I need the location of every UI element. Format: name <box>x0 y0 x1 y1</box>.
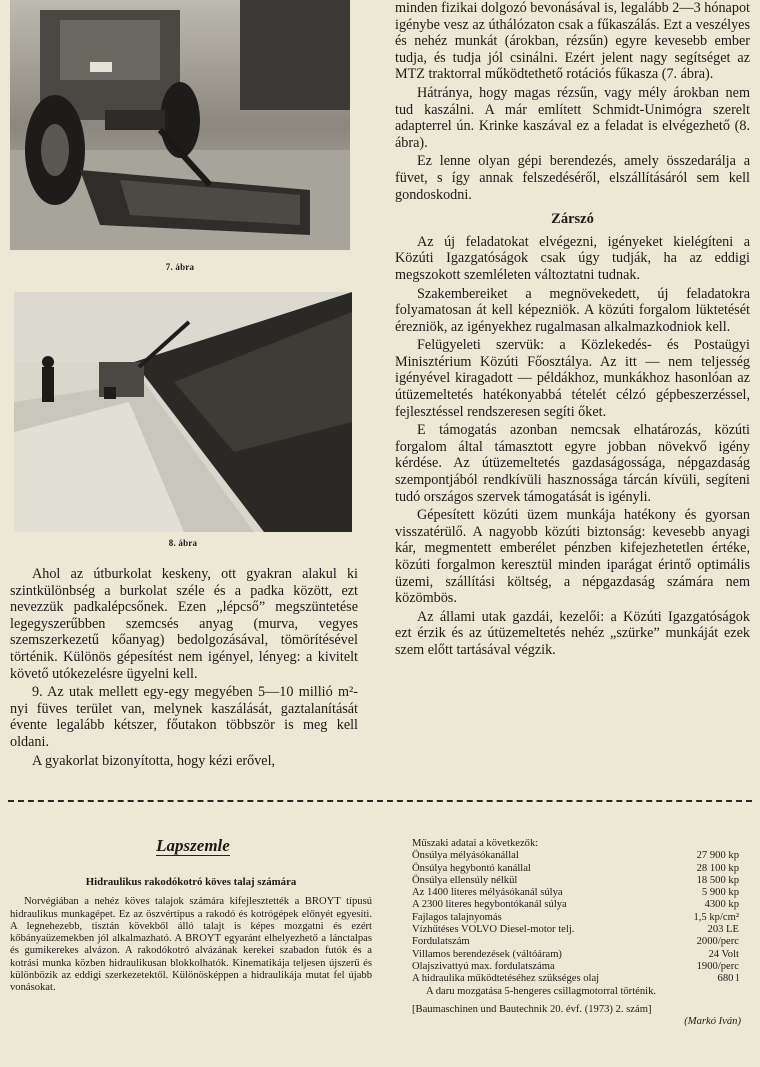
left-paragraph-1: Ahol az útburkolat keskeny, ott gyakran alakul ki szintkülönbség a burkolat széle és a padka között, ezt nevezzük padkalépcsőnek. Ezen „lépcső” megszüntetése legegyszerűbben szemcsés anyag (murva, vegyes szemszerkezetű kőanyag) bedolgozásával, tömörítésével történik. Különös gépesítést nem igényel, lényeg: a kivitelt követő utókezelésre ügyelni kell. <box>10 566 358 682</box>
spec-row <box>412 887 747 899</box>
spec-value: 1900/perc <box>696 960 739 972</box>
author-name: (Markó Iván) <box>684 1016 741 1028</box>
embankment-mower-image <box>14 292 352 532</box>
right-paragraph-2: Hátránya, hogy magas rézsűn, vagy mély árokban nem tud kaszálni. A már említett Schmidt-Unimógra szerelt adapterrel ún. Krinke kaszával ez a feladat is elvégezhető (8. ábra). <box>395 84 750 151</box>
spec-row <box>412 850 747 862</box>
spec-list <box>412 838 747 1028</box>
spec-note: A daru mozgatása 5-hengeres csillagmotorral történik. <box>426 985 657 997</box>
spec-value: 680 l <box>717 973 739 985</box>
right-paragraph-6: Felügyeleti szervük: a Közlekedés- és Postaügyi Minisztérium Közúti Főosztálya. Az itt — nem teljesség igényével kiragadott — példákhoz, munkákhoz hasonlóan az útüzemeltetés hatékonyabbá tételét célzó gépbeszerzéssel, fejlesztéssel rendszeresen segíti őket. <box>395 337 750 420</box>
spec-label: Önsúlya mélyásókanállal <box>412 850 519 862</box>
right-paragraph-9: Az állami utak gazdái, kezelői: a Közúti Igazgatóságok ezt érzik és az útüzemeltetés nehéz „szürke” munkáját ezek szem előtt tartásával végzik. <box>395 608 750 658</box>
source-citation: [Baumaschinen und Bautechnik 20. évf. (1973) 2. szám] <box>412 1003 652 1015</box>
spec-row <box>412 875 747 887</box>
right-paragraph-1: minden fizikai dolgozó bevonásával is, legalább 2—3 hónapot igénybe vesz az úthálózaton csak a fűkaszálás. Ezt a veszélyes és nehéz munkát (árokban, rézsűn) egyre kevesebb ember tudja, és tudja jól csinálni. Ezért jelent nagy segítséget az MTZ traktorral működtethető rotációs fűkasza (7. ábra). <box>395 0 750 83</box>
lapszemle-title <box>8 836 378 856</box>
figure-8-caption: 8. ábra <box>168 538 198 548</box>
spec-row <box>412 924 747 936</box>
figure-7-photo <box>10 0 350 250</box>
lapszemle-article <box>10 876 372 995</box>
spec-row <box>412 863 747 875</box>
left-paragraph-2: 9. Az utak mellett egy-egy megyében 5—10 millió m²-nyi füves terület van, melynek kaszálását, gaztalanítását évente legalább kétszer, főutakon többször is meg kell oldani. <box>10 684 358 750</box>
spec-label: Önsúlya hegybontó kanállal <box>412 862 531 874</box>
spec-row <box>412 949 747 961</box>
spec-row <box>412 973 747 985</box>
right-paragraph-7: E támogatás azonban nemcsak elhatározás, közúti forgalom által támasztott egyre jobban növekvő igény kérdése. Az útüzemeltetés gazdaságossága, népgazdaság szempontjából rendkívüli hasznossága tárcán kívüli, segíteni tudó országos szervek támogatását is igényli. <box>395 422 750 505</box>
spec-label: A hidraulika működtetéséhez szükséges olaj <box>412 973 600 985</box>
figure-7-caption: 7. ábra <box>165 262 195 272</box>
spec-rows <box>412 850 747 985</box>
spec-label: Önsúlya ellensúly nélkül <box>412 874 518 886</box>
right-paragraph-8: Gépesített közúti üzem munkája hatékony és gyorsan visszatérülő. A nagyobb közúti biztonság: kevesebb anyagi kár, megmentett emberélet pénzben kifejezhetetlen értéke, közúti forgalmon keresztül minden iparágat érintő optimális üzemi, szállítási költség, a népgazdaság számára nem közömbös. <box>395 507 750 607</box>
spec-row <box>412 961 747 973</box>
spec-label: Fordulatszám <box>412 936 470 948</box>
spec-label: Az 1400 literes mélyásókanál súlya <box>412 887 563 899</box>
spec-label: Olajszivattyú max. fordulatszáma <box>412 960 555 972</box>
spec-label: Villamos berendezések (váltóáram) <box>412 948 562 960</box>
right-paragraph-5: Szakembereiket a megnövekedett, új feladatokra folyamatosan át kell képezniök. A közúti forgalom lüktetését érezniök, az igényekhez rugalmasan alkalmazkodniok kell. <box>395 285 750 335</box>
right-paragraph-3: Ez lenne olyan gépi berendezés, amely összedarálja a füvet, s így annak felszedéséről, elszállításáról sem kell gondoskodni. <box>395 153 750 203</box>
lapszemle-title-text: Lapszemle <box>156 836 230 855</box>
spec-row <box>412 936 747 948</box>
figure-8-photo <box>14 292 352 532</box>
spec-value: 24 Volt <box>708 948 739 960</box>
spec-value: 4300 kp <box>704 899 739 911</box>
spec-value: 1,5 kp/cm² <box>693 911 739 923</box>
spec-label: A 2300 literes hegybontókanál súlya <box>412 899 567 911</box>
spec-label: Fajlagos talajnyomás <box>412 911 502 923</box>
spec-value: 5 900 kp <box>701 887 739 899</box>
lapszemle-subtitle: Hidraulikus rakodókotró köves talaj számára <box>85 876 297 888</box>
spec-intro: Műszaki adatai a következők: <box>412 838 539 849</box>
left-column <box>10 566 358 771</box>
right-paragraph-4: Az új feladatokat elvégezni, igényeket kielégíteni a Közúti Igazgatóságok csak úgy tudják, ha az eddigi megszokott szemléleten változtatni tudnak. <box>395 233 750 283</box>
lapszemle-body: Norvégiában a nehéz köves talajok számára kifejlesztették a BROYT típusú hidraulikus munkagépet. Ez az öszvértípus a rakodó és kotrógépek előnyét egyesíti. A legnehezebb, tisztán kövekből álló talajt is képes mozgatni és ezért kőbányaüzemekben jól alkalmazható. A BROYT egyaránt elhelyezhető a lánctalpas és gumikerekes alvázon. A rakodókotró alvázának kerekei szabadon futók és a kotrási munka közben hidraulikusan blokkolhatók. Kinematikája teljesen újszerű és különbözik az eddigi szerkezetektől. Különösképpen a hidraulikája mutat fel újabb vonásokat. <box>10 896 372 994</box>
spec-value: 27 900 kp <box>696 850 739 862</box>
spec-row <box>412 912 747 924</box>
spec-value: 203 LE <box>707 924 739 936</box>
right-column <box>395 0 750 661</box>
tractor-mower-image <box>10 0 350 250</box>
left-paragraph-3: A gyakorlat bizonyította, hogy kézi erővel, <box>32 752 276 769</box>
section-divider <box>8 800 752 802</box>
spec-value: 28 100 kp <box>696 862 739 874</box>
section-heading-zarszo: Zárszó <box>551 211 594 228</box>
spec-value: 18 500 kp <box>696 874 739 886</box>
spec-label: Vízhűtéses VOLVO Diesel-motor telj. <box>412 924 575 936</box>
spec-row <box>412 899 747 911</box>
spec-value: 2000/perc <box>696 936 739 948</box>
